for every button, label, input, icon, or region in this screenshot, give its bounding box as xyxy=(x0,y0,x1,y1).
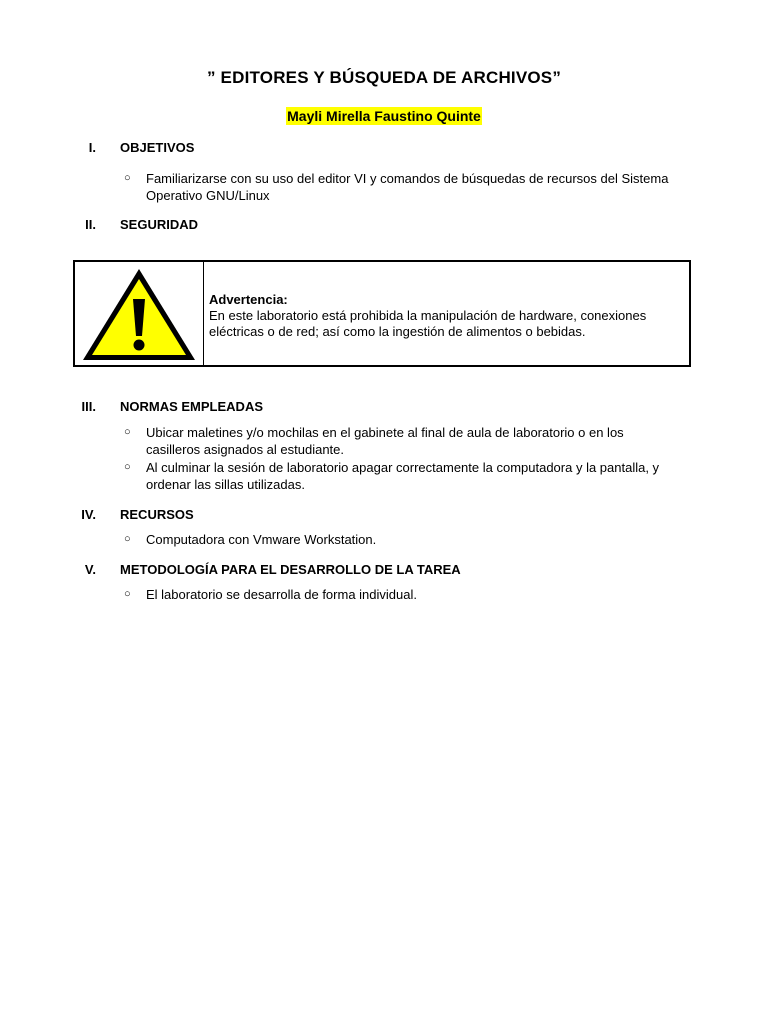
section-label: NORMAS EMPLEADAS xyxy=(120,399,264,414)
warning-heading: Advertencia: xyxy=(209,292,288,307)
section-label: RECURSOS xyxy=(120,507,194,522)
list-item-text: Al culminar la sesión de laboratorio apagar correctamente la computadora y la pantalla, y ordenar las sillas utilizadas. xyxy=(146,460,660,492)
document-title: ” EDITORES Y BÚSQUEDA DE ARCHIVOS” xyxy=(206,68,562,87)
section-number: III. xyxy=(81,399,96,414)
bullet-circle-icon: ○ xyxy=(124,461,131,473)
section-label: SEGURIDAD xyxy=(120,217,199,232)
section-label: METODOLOGÍA PARA EL DESARROLLO DE LA TAREA xyxy=(120,562,461,577)
section-number: I. xyxy=(88,140,96,155)
list-item-text: Familiarizarse con su uso del editor VI y comandos de búsquedas de recursos del Sistema Operativo GNU/Linux xyxy=(146,171,669,203)
list-item-text: Ubicar maletines y/o mochilas en el gabinete al final de aula de laboratorio o en los casilleros asignados al estudiante. xyxy=(146,425,624,457)
list-item-text: Computadora con Vmware Workstation. xyxy=(146,532,377,547)
warning-icon-cell xyxy=(75,262,204,365)
section-number: II. xyxy=(85,217,96,232)
bullet-circle-icon: ○ xyxy=(124,426,131,438)
warning-text-cell xyxy=(209,292,689,340)
section-number: V. xyxy=(84,562,96,577)
warning-table xyxy=(73,260,691,367)
bullet-circle-icon: ○ xyxy=(124,533,131,545)
list-item-text: El laboratorio se desarrolla de forma individual. xyxy=(146,587,417,602)
warning-triangle-icon xyxy=(80,266,198,362)
section-number: IV. xyxy=(81,507,96,522)
author-name xyxy=(0,108,768,124)
section-label: OBJETIVOS xyxy=(120,140,195,155)
bullet-circle-icon: ○ xyxy=(124,172,131,184)
bullet-circle-icon: ○ xyxy=(124,588,131,600)
warning-text: En este laboratorio está prohibida la manipulación de hardware, conexiones eléctricas o de red; así como la ingestión de alimentos o bebidas. xyxy=(209,308,647,339)
author-highlight: Mayli Mirella Faustino Quinte xyxy=(287,108,481,124)
